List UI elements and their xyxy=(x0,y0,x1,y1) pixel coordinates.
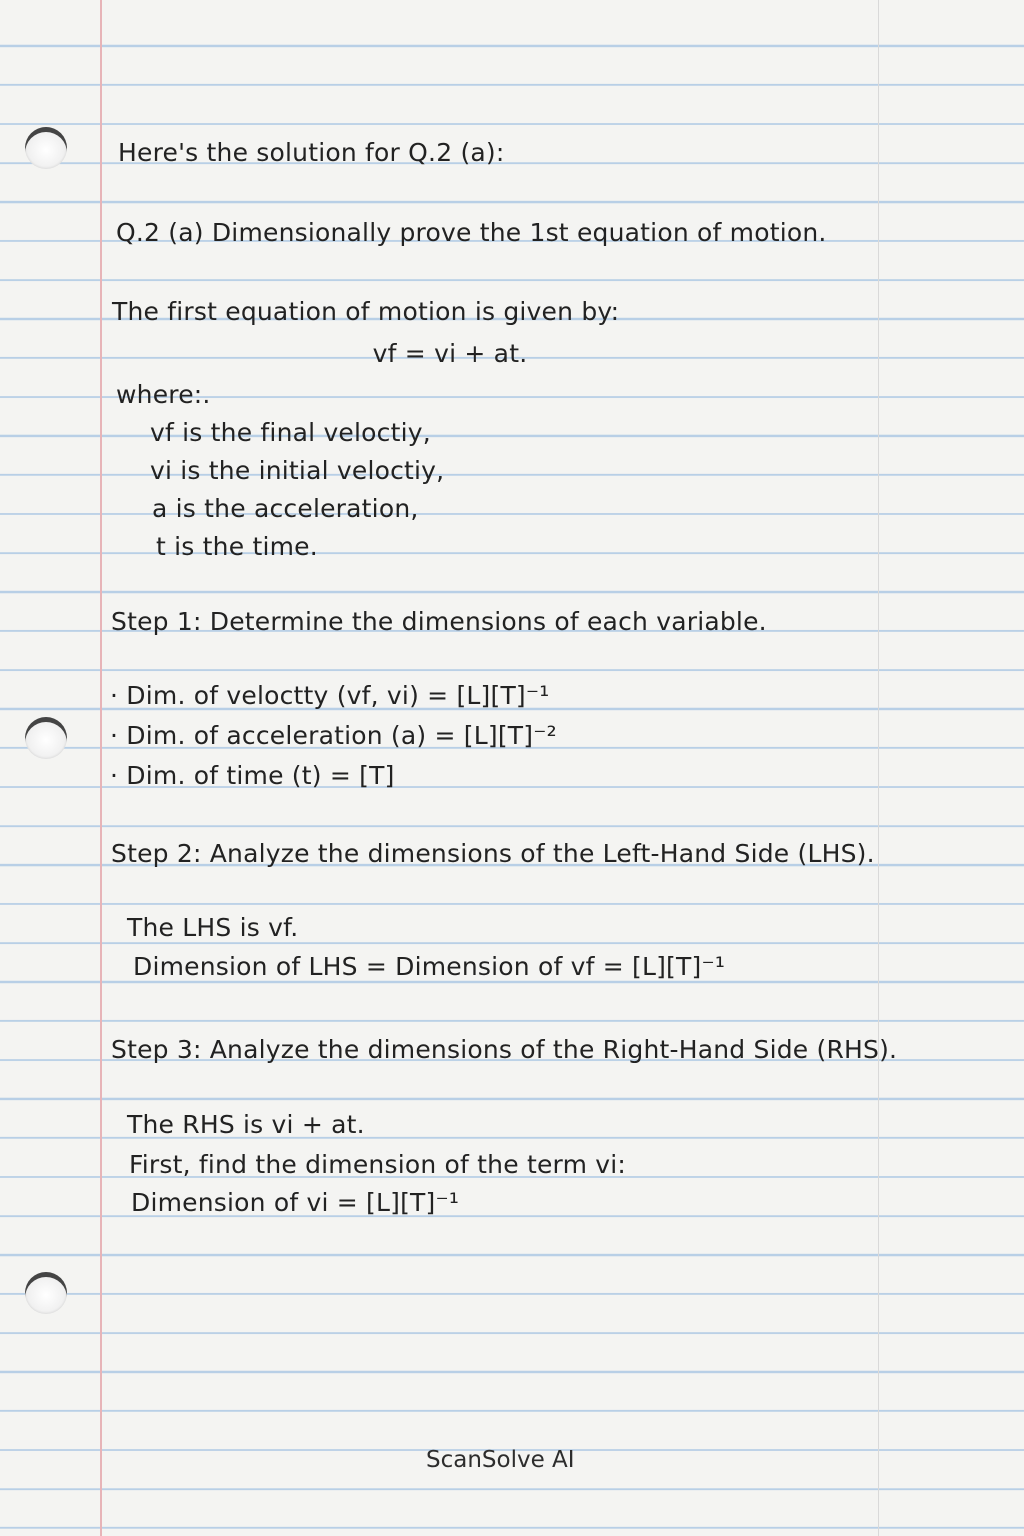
step-2-heading: Step 2: Analyze the dimensions of the Left-Hand Side (LHS). xyxy=(111,839,875,868)
step-1-item: · Dim. of veloctty (vf, vi) = [L][T]⁻¹ xyxy=(110,681,550,710)
definition-line: vf is the final veloctiy, xyxy=(150,418,431,447)
question-text: Q.2 (a) Dimensionally prove the 1st equation of motion. xyxy=(116,218,827,247)
step-2-line: The LHS is vf. xyxy=(127,913,299,942)
right-guide-line xyxy=(878,0,879,1536)
binder-hole-icon xyxy=(25,1272,67,1314)
where-label: where:. xyxy=(116,380,211,409)
margin-line xyxy=(100,0,102,1536)
intro-text: Here's the solution for Q.2 (a): xyxy=(118,138,505,167)
step-3-line: The RHS is vi + at. xyxy=(127,1110,365,1139)
definition-line: vi is the initial veloctiy, xyxy=(150,456,445,485)
step-3-line: First, find the dimension of the term vi: xyxy=(129,1150,627,1179)
step-1-item: · Dim. of acceleration (a) = [L][T]⁻² xyxy=(110,721,557,750)
step-3-line: Dimension of vi = [L][T]⁻¹ xyxy=(131,1188,460,1217)
equation-line: vf = vi + at. xyxy=(372,339,528,368)
binder-hole-icon xyxy=(25,127,67,169)
brand-label: ScanSolve AI xyxy=(426,1447,575,1473)
step-2-line: Dimension of LHS = Dimension of vf = [L][T]⁻¹ xyxy=(133,952,726,981)
binder-hole-icon xyxy=(25,717,67,759)
definition-line: a is the acceleration, xyxy=(152,494,419,523)
step-1-item: · Dim. of time (t) = [T] xyxy=(110,761,395,790)
definition-line: t is the time. xyxy=(156,532,318,561)
step-1-heading: Step 1: Determine the dimensions of each variable. xyxy=(111,607,767,636)
equation-intro: The first equation of motion is given by: xyxy=(112,297,620,326)
step-3-heading: Step 3: Analyze the dimensions of the Right-Hand Side (RHS). xyxy=(111,1035,898,1064)
